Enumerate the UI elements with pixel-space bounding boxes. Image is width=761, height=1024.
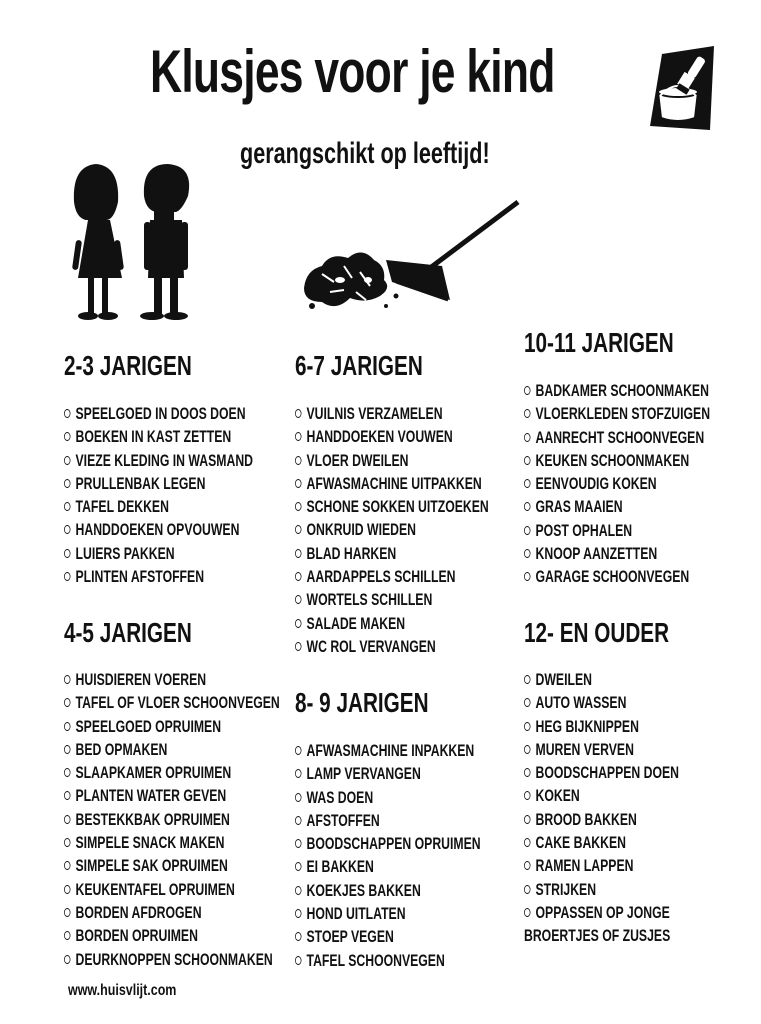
bullet-circle-icon xyxy=(524,745,530,754)
bullet-circle-icon xyxy=(524,861,530,870)
chore-label: AARDAPPELS SCHILLEN xyxy=(306,567,456,587)
chore-item xyxy=(64,691,280,714)
chore-item xyxy=(295,402,461,425)
chore-label: WORTELS SCHILLEN xyxy=(306,590,433,610)
bullet-circle-icon xyxy=(524,502,530,511)
chore-item xyxy=(295,949,461,972)
chore-label: BORDEN OPRUIMEN xyxy=(75,926,198,946)
chore-label: VIEZE KLEDING IN WASMAND xyxy=(75,450,254,470)
chore-item xyxy=(295,612,461,635)
bullet-circle-icon xyxy=(64,432,70,441)
bullet-circle-icon xyxy=(295,932,301,941)
section-4-5 xyxy=(64,619,294,971)
chore-label: AUTO WASSEN xyxy=(535,693,627,713)
bullet-circle-icon xyxy=(524,698,530,707)
chore-item xyxy=(524,565,690,588)
bullet-circle-icon xyxy=(295,479,301,488)
chore-item xyxy=(64,472,230,495)
bullet-circle-icon xyxy=(64,955,70,964)
chore-label: TAFEL SCHOONVEGEN xyxy=(306,950,445,970)
bullet-circle-icon xyxy=(524,768,530,777)
chore-item xyxy=(295,879,461,902)
chore-item xyxy=(295,832,481,855)
section-title: 10-11 JARIGEN xyxy=(524,327,674,358)
chore-item xyxy=(64,761,230,784)
chore-item xyxy=(64,878,235,901)
chore-label: GRAS MAAIEN xyxy=(535,497,623,517)
chore-label: VLOER DWEILEN xyxy=(306,450,409,470)
chore-item xyxy=(295,739,475,762)
chore-label: BLAD HARKEN xyxy=(306,543,397,563)
chore-label: KOKEN xyxy=(535,786,580,806)
chore-label: BED OPMAKEN xyxy=(75,739,168,759)
chore-item xyxy=(524,878,690,901)
chore-label: KEUKENTAFEL OPRUIMEN xyxy=(75,879,235,899)
chore-label: SPEELGOED IN DOOS DOEN xyxy=(75,404,246,423)
bullet-circle-icon xyxy=(64,745,70,754)
bullet-circle-icon xyxy=(64,768,70,777)
chore-item xyxy=(524,784,690,807)
chore-item xyxy=(524,715,690,738)
chore-list xyxy=(524,379,754,589)
chore-label: PLANTEN WATER GEVEN xyxy=(75,786,227,806)
bullet-circle-icon xyxy=(524,838,530,847)
bullet-circle-icon xyxy=(64,572,70,581)
chore-list xyxy=(295,739,525,972)
bullet-circle-icon xyxy=(64,908,70,917)
bullet-circle-icon xyxy=(295,793,301,802)
bullet-circle-icon xyxy=(295,839,301,848)
bullet-circle-icon xyxy=(295,746,301,755)
chore-item xyxy=(524,901,690,924)
chore-label: HANDDOEKEN VOUWEN xyxy=(306,427,453,447)
chore-label: VLOERKLEDEN STOFZUIGEN xyxy=(535,404,711,424)
section-title: 2-3 JARIGEN xyxy=(64,350,192,381)
bullet-circle-icon xyxy=(295,862,301,871)
bullet-circle-icon xyxy=(524,526,530,535)
section-title: 6-7 JARIGEN xyxy=(295,350,423,381)
chore-item xyxy=(524,426,705,449)
chore-item xyxy=(295,588,461,611)
section-2-3 xyxy=(64,352,294,588)
chore-item xyxy=(64,738,230,761)
chore-list xyxy=(295,402,525,658)
chore-label: BESTEKKBAK OPRUIMEN xyxy=(75,809,230,829)
chore-item xyxy=(64,518,240,541)
chore-item xyxy=(524,924,690,947)
broom-sweeping-icon xyxy=(300,196,522,318)
bullet-circle-icon xyxy=(64,549,70,558)
bullet-circle-icon xyxy=(295,619,301,628)
chore-label: SLAAPKAMER OPRUIMEN xyxy=(75,763,232,783)
chore-label: LAMP VERVANGEN xyxy=(306,764,421,784)
chore-item xyxy=(64,668,230,691)
chore-item xyxy=(64,715,230,738)
bullet-circle-icon xyxy=(64,885,70,894)
chore-label: STRIJKEN xyxy=(535,879,597,899)
bullet-circle-icon xyxy=(524,885,530,894)
chore-item xyxy=(524,761,690,784)
chore-item xyxy=(64,924,230,947)
bullet-circle-icon xyxy=(295,816,301,825)
bullet-circle-icon xyxy=(295,909,301,918)
section-title: 8- 9 JARIGEN xyxy=(295,687,429,718)
chore-item xyxy=(64,854,230,877)
chore-item xyxy=(64,784,230,807)
bullet-circle-icon xyxy=(295,956,301,965)
bullet-circle-icon xyxy=(64,861,70,870)
chore-label: BORDEN AFDROGEN xyxy=(75,902,202,922)
chore-item xyxy=(295,495,489,518)
chore-list xyxy=(524,668,754,948)
bullet-circle-icon xyxy=(295,769,301,778)
bullet-circle-icon xyxy=(295,572,301,581)
chore-item xyxy=(64,831,230,854)
chore-item xyxy=(64,565,230,588)
chore-item xyxy=(524,854,690,877)
bullet-circle-icon xyxy=(295,886,301,895)
children-silhouette-icon xyxy=(64,160,196,324)
chore-item xyxy=(64,808,230,831)
chore-label: RAMEN LAPPEN xyxy=(535,856,634,876)
bullet-circle-icon xyxy=(64,931,70,940)
chore-label: KOEKJES BAKKEN xyxy=(306,880,421,900)
chore-label: CAKE BAKKEN xyxy=(535,833,626,853)
bullet-circle-icon xyxy=(524,791,530,800)
bullet-circle-icon xyxy=(64,791,70,800)
bullet-circle-icon xyxy=(524,675,530,684)
bullet-circle-icon xyxy=(64,815,70,824)
bullet-circle-icon xyxy=(64,675,70,684)
chore-item xyxy=(295,542,461,565)
chore-item xyxy=(524,831,690,854)
bullet-circle-icon xyxy=(295,409,301,418)
chore-label: AFWASMACHINE INPAKKEN xyxy=(306,741,475,760)
bullet-circle-icon xyxy=(524,815,530,824)
page-subtitle: gerangschikt op leeftijd! xyxy=(240,137,490,170)
chore-label: BADKAMER SCHOONMAKEN xyxy=(535,381,709,400)
chore-label: TAFEL OF VLOER SCHOONVEGEN xyxy=(75,693,280,713)
chore-label: BOODSCHAPPEN OPRUIMEN xyxy=(306,834,481,854)
chore-label: WC ROL VERVANGEN xyxy=(306,636,436,656)
chore-item xyxy=(295,902,461,925)
bullet-circle-icon xyxy=(64,456,70,465)
bullet-circle-icon xyxy=(524,908,530,917)
bullet-circle-icon xyxy=(524,722,530,731)
chore-label: POST OPHALEN xyxy=(535,520,633,540)
bullet-circle-icon xyxy=(524,433,530,442)
chore-label: VUILNIS VERZAMELEN xyxy=(306,404,443,423)
bullet-circle-icon xyxy=(295,642,301,651)
bullet-circle-icon xyxy=(64,698,70,707)
chore-item xyxy=(295,809,461,832)
chore-label: AFSTOFFEN xyxy=(306,810,380,830)
section-6-7 xyxy=(295,352,525,658)
chore-label: GARAGE SCHOONVEGEN xyxy=(535,567,690,587)
chore-label: AANRECHT SCHOONVEGEN xyxy=(535,427,705,447)
bullet-circle-icon xyxy=(295,456,301,465)
bullet-circle-icon xyxy=(524,386,530,395)
chore-list xyxy=(64,668,294,971)
chore-item xyxy=(295,786,461,809)
bullet-circle-icon xyxy=(295,502,301,511)
section-title: 12- EN OUDER xyxy=(524,617,670,648)
chore-item xyxy=(64,449,254,472)
chore-label: SIMPELE SAK OPRUIMEN xyxy=(75,856,228,876)
bullet-circle-icon xyxy=(524,572,530,581)
bullet-circle-icon xyxy=(295,595,301,604)
chore-label: KEUKEN SCHOONMAKEN xyxy=(535,450,690,470)
chore-item xyxy=(524,495,690,518)
chore-label: OPPASSEN OP JONGE xyxy=(535,902,670,922)
chore-label: PLINTEN AFSTOFFEN xyxy=(75,567,205,587)
chore-item xyxy=(295,449,461,472)
section-12-plus xyxy=(524,619,754,948)
bullet-circle-icon xyxy=(524,479,530,488)
chore-item xyxy=(295,518,461,541)
chore-item xyxy=(64,901,230,924)
chore-label: EI BAKKEN xyxy=(306,857,374,877)
section-10-11 xyxy=(524,329,754,589)
chore-label: SIMPELE SNACK MAKEN xyxy=(75,833,225,853)
chore-item xyxy=(295,425,461,448)
bullet-circle-icon xyxy=(64,409,70,418)
chore-label: STOEP VEGEN xyxy=(306,927,394,947)
chore-label: BOEKEN IN KAST ZETTEN xyxy=(75,427,232,447)
chore-label: SPEELGOED OPRUIMEN xyxy=(75,716,222,736)
chore-item xyxy=(64,402,246,425)
bullet-circle-icon xyxy=(524,456,530,465)
chore-item xyxy=(524,738,690,761)
chore-item xyxy=(295,565,461,588)
chore-label: LUIERS PAKKEN xyxy=(75,543,175,563)
chore-label: KNOOP AANZETTEN xyxy=(535,544,658,564)
chore-item xyxy=(64,495,230,518)
bullet-circle-icon xyxy=(64,838,70,847)
section-title: 4-5 JARIGEN xyxy=(64,617,192,648)
chore-label: WAS DOEN xyxy=(306,787,374,807)
chore-label: BOODSCHAPPEN DOEN xyxy=(535,763,680,783)
bullet-circle-icon xyxy=(64,479,70,488)
chore-item xyxy=(524,808,690,831)
chore-label: DWEILEN xyxy=(535,670,592,689)
chore-item xyxy=(295,855,461,878)
chore-label: DEURKNOPPEN SCHOONMAKEN xyxy=(75,949,273,969)
chore-label: SALADE MAKEN xyxy=(306,613,406,633)
chore-item xyxy=(295,472,482,495)
footer-url: www.huisvlijt.com xyxy=(68,982,177,999)
chore-item xyxy=(524,691,690,714)
chore-label: HANDDOEKEN OPVOUWEN xyxy=(75,520,240,540)
bullet-circle-icon xyxy=(295,549,301,558)
paint-bucket-icon xyxy=(648,46,714,132)
chore-label: EENVOUDIG KOKEN xyxy=(535,474,657,494)
chore-item xyxy=(524,379,709,402)
chore-item xyxy=(64,425,230,448)
bullet-circle-icon xyxy=(295,432,301,441)
chore-label: SCHONE SOKKEN UITZOEKEN xyxy=(306,497,489,517)
bullet-circle-icon xyxy=(64,502,70,511)
chore-item xyxy=(524,542,690,565)
bullet-circle-icon xyxy=(524,409,530,418)
bullet-circle-icon xyxy=(524,549,530,558)
bullet-circle-icon xyxy=(64,525,70,534)
chore-label: HUISDIEREN VOEREN xyxy=(75,670,207,689)
chore-item xyxy=(64,948,273,971)
chore-item xyxy=(524,472,690,495)
chore-item xyxy=(64,542,230,565)
chore-item xyxy=(524,519,690,542)
chore-label: PRULLENBAK LEGEN xyxy=(75,473,206,493)
chore-label: BROERTJES OF ZUSJES xyxy=(524,926,671,946)
chore-list xyxy=(64,402,294,588)
bullet-circle-icon xyxy=(64,722,70,731)
chore-label: TAFEL DEKKEN xyxy=(75,497,169,517)
section-8-9 xyxy=(295,689,525,972)
chore-label: HEG BIJKNIPPEN xyxy=(535,716,639,736)
chore-item xyxy=(524,449,690,472)
chore-item xyxy=(295,762,461,785)
chore-label: AFWASMACHINE UITPAKKEN xyxy=(306,473,482,493)
page-title: Klusjes voor je kind xyxy=(150,38,555,105)
chore-item xyxy=(524,668,690,691)
chore-label: ONKRUID WIEDEN xyxy=(306,520,417,540)
chore-item xyxy=(295,635,461,658)
chore-label: MUREN VERVEN xyxy=(535,739,634,759)
bullet-circle-icon xyxy=(295,525,301,534)
chore-label: BROOD BAKKEN xyxy=(535,809,637,829)
chore-item xyxy=(295,925,461,948)
chore-item xyxy=(524,402,711,425)
chore-label: HOND UITLATEN xyxy=(306,904,406,924)
